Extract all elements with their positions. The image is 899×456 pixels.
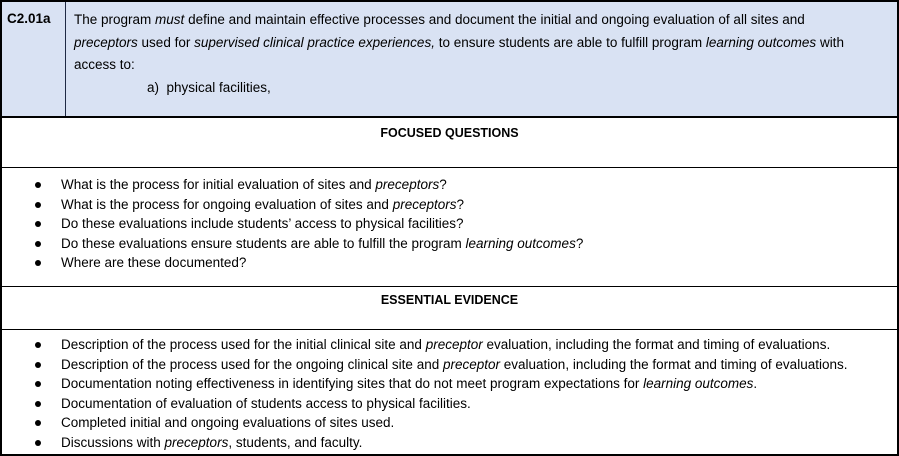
text-run: What is the process for initial evaluation of sites and <box>61 177 376 192</box>
bullet-icon <box>35 401 41 407</box>
text-run: Discussions with <box>61 434 165 450</box>
text-run: Documentation noting effectiveness in identifying sites that do not meet program expectations for <box>61 376 644 392</box>
text-run: define and maintain effective processes and document the initial and ongoing evaluation of all sites and <box>184 12 805 27</box>
bullet-icon <box>35 241 41 247</box>
text-run: . <box>753 376 758 392</box>
text-run: evaluation, including the format and timing of evaluations. <box>500 356 848 372</box>
standard-line-1 <box>74 9 889 32</box>
bullet-icon <box>35 420 41 426</box>
text-run-italic: preceptors <box>392 196 457 212</box>
text-run: used for <box>137 34 195 50</box>
text-run: ? <box>456 196 465 212</box>
standard-line-2 <box>74 32 889 55</box>
text-run: with <box>816 34 844 50</box>
text-run: evaluation, including the format and timing of evaluations. <box>482 337 831 352</box>
evidence-item <box>2 374 847 394</box>
text-run: ? <box>575 235 584 251</box>
focused-question-item <box>2 253 583 273</box>
evidence-item <box>2 433 847 453</box>
text-run: Documentation of evaluation of students access to physical facilities. <box>61 395 471 411</box>
evidence-item <box>2 413 847 433</box>
focused-questions-list <box>2 175 583 273</box>
text-run: Do these evaluations include students’ access to physical facilities? <box>61 216 464 232</box>
text-run: ? <box>439 177 447 192</box>
bullet-icon <box>35 362 41 368</box>
divider <box>2 167 897 168</box>
divider <box>2 329 897 330</box>
focused-question-item <box>2 175 583 195</box>
text-run: Completed initial and ongoing evaluations of sites used. <box>61 415 395 431</box>
evidence-item <box>2 394 847 414</box>
standard-line-3: access to: <box>74 57 135 72</box>
text-run: Do these evaluations ensure students are able to fulfill the program <box>61 235 466 251</box>
text-run-italic: preceptor <box>442 356 501 372</box>
text-run-italic: learning outcomes <box>643 376 754 392</box>
text-run-italic: supervised clinical practice experiences, <box>194 34 435 50</box>
standard-row <box>2 2 897 118</box>
text-run: to ensure students are able to fulfill program <box>434 34 706 50</box>
text-run-italic: preceptors <box>375 177 440 192</box>
evidence-item <box>2 355 847 375</box>
divider <box>2 286 897 287</box>
text-run: What is the process for ongoing evaluation of sites and <box>61 196 393 212</box>
text-run: Description of the process used for the initial clinical site and <box>61 337 426 352</box>
bullet-icon <box>35 381 41 387</box>
focused-question-item <box>2 234 583 254</box>
focused-question-item <box>2 214 583 234</box>
essential-evidence-list <box>2 335 847 453</box>
text-run-italic: learning outcomes <box>465 235 576 251</box>
bullet-icon <box>35 182 41 188</box>
text-run-italic: must <box>155 12 185 27</box>
bullet-icon <box>35 221 41 227</box>
text-run-italic: preceptor <box>425 337 483 352</box>
standard-code: C2.01a <box>2 2 66 116</box>
bullet-icon <box>35 202 41 208</box>
bullet-icon <box>35 342 41 348</box>
text-run-italic: preceptors <box>74 34 138 50</box>
bullet-icon <box>35 260 41 266</box>
text-run: Description of the process used for the ongoing clinical site and <box>61 356 443 372</box>
standard-sub-item: a) physical facilities, <box>147 80 271 95</box>
text-run-italic: learning outcomes <box>705 34 817 50</box>
standard-text <box>74 9 889 77</box>
text-run: Where are these documented? <box>61 255 247 271</box>
evidence-item <box>2 335 847 355</box>
text-run-italic: preceptors <box>164 434 229 450</box>
essential-evidence-header: ESSENTIAL EVIDENCE <box>380 293 519 307</box>
focused-questions-header: FOCUSED QUESTIONS <box>380 126 519 140</box>
text-run: , students, and faculty. <box>228 434 363 450</box>
focused-question-item <box>2 195 583 215</box>
text-run: The program <box>74 12 156 27</box>
bullet-icon <box>35 440 41 446</box>
